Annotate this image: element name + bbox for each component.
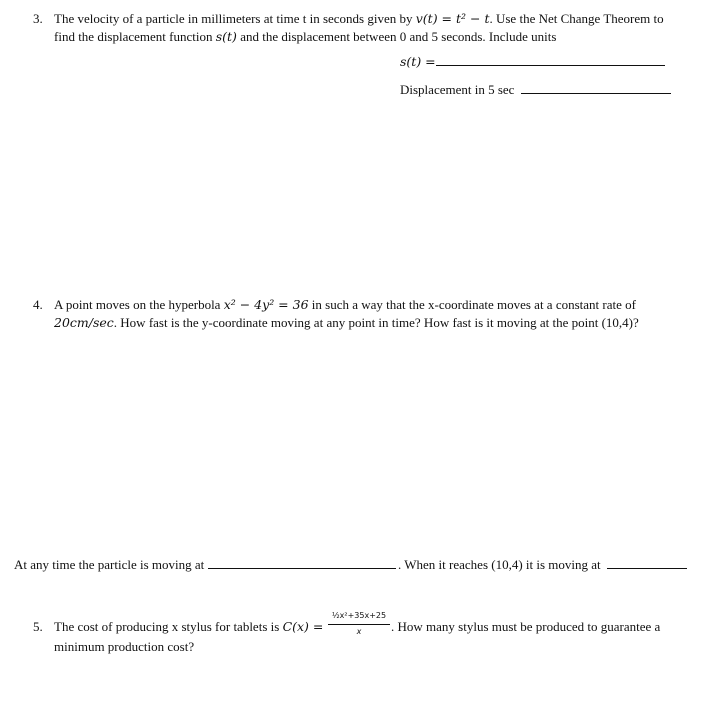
question-4-text-a: A point moves on the hyperbola [54, 297, 224, 312]
question-3-number: 3. [33, 11, 43, 26]
velocity-formula: v(t) = t² − t [415, 11, 490, 26]
cost-fraction-bar [328, 624, 390, 625]
question-5-line-1a [54, 619, 323, 635]
cost-function-label: C(x) = [282, 619, 324, 634]
question-5-text-b: . How many stylus must be produced to guarantee a [391, 619, 661, 634]
question-4-line-1 [54, 297, 636, 313]
question-5-line-2 [54, 639, 194, 655]
question-3-line-1 [54, 11, 664, 27]
cost-fraction-numerator: ½x²+35x+25 [331, 611, 387, 620]
displacement-function-symbol: s(t) [215, 29, 237, 44]
answer-st-label: s(t) = [400, 54, 436, 69]
answer-displacement-label: Displacement in 5 sec [400, 82, 515, 97]
cost-fraction-denominator: x [356, 627, 362, 636]
answer-displacement-blank[interactable] [521, 82, 671, 94]
question-5-text-c: minimum production cost? [54, 639, 195, 654]
answer-point-blank[interactable] [607, 557, 687, 569]
question-4-line-2 [54, 315, 639, 331]
question-3-line-2 [54, 29, 556, 45]
question-3-text-c: find the displacement function [54, 29, 216, 44]
question-4-number: 4. [33, 297, 43, 312]
rate-value: 20cm/sec [54, 315, 114, 330]
answer-st-row [400, 54, 665, 70]
question-4-text-c: . How fast is the y-coordinate moving at any point in time? How fast is it moving at the point (10,4)? [113, 315, 639, 330]
answer-any-time-label: At any time the particle is moving at [14, 557, 205, 572]
question-5-text-a: The cost of producing x stylus for tablets is [54, 619, 283, 634]
question-5-line-1b [391, 619, 660, 635]
hyperbola-equation: x² − 4y² = 36 [223, 297, 309, 312]
answer-any-time-row [14, 557, 396, 573]
answer-displacement-row [400, 82, 671, 98]
question-3-text-b: . Use the Net Change Theorem to [489, 11, 664, 26]
answer-point-label: . When it reaches (10,4) it is moving at [398, 557, 601, 572]
question-3-text-a: The velocity of a particle in millimeters at time t in seconds given by [54, 11, 416, 26]
answer-point-row [398, 557, 687, 573]
question-4-text-b: in such a way that the x-coordinate moves at a constant rate of [308, 297, 636, 312]
answer-any-time-blank[interactable] [208, 557, 396, 569]
question-5-number: 5. [33, 619, 43, 634]
question-3-text-d: and the displacement between 0 and 5 seconds. Include units [236, 29, 557, 44]
answer-st-blank[interactable] [436, 54, 665, 66]
